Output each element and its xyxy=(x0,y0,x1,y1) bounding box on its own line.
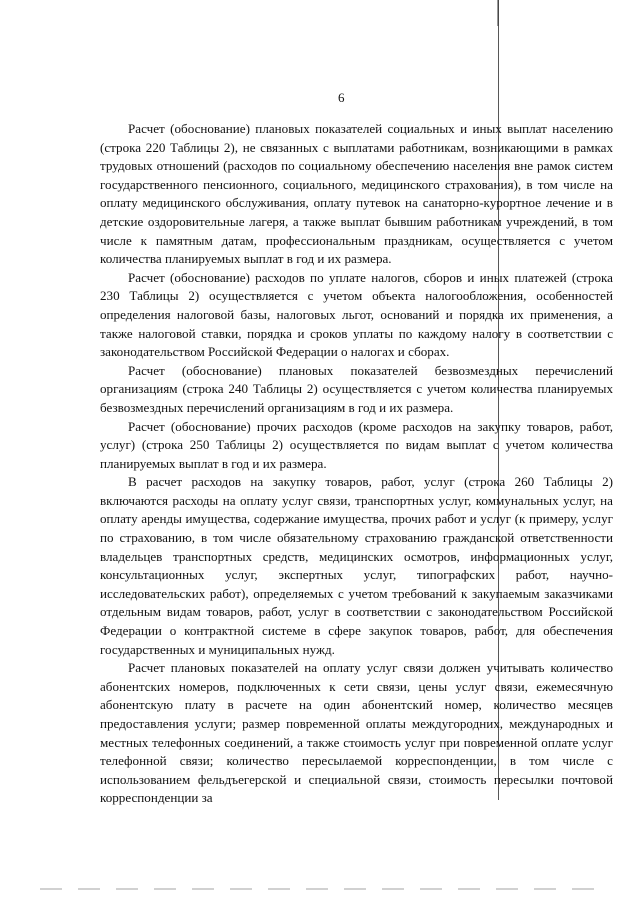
scan-bottom-edge xyxy=(40,888,600,890)
document-body xyxy=(100,120,613,808)
page-number: 6 xyxy=(338,90,345,105)
paragraph-social-payments: Расчет (обоснование) плановых показателей социальных и иных выплат населению (строка 220 Таблицы 2), не связанных с выплатами работникам, возникающими в рамках трудовых отношений (расходов по социальному обеспечению населения вне рамок систем государственного пенсионного, социального, медицинского страхования), в том числе на оплату медицинского обслуживания, оплату путевок на санаторно-курортное лечение и в детские оздоровительные лагеря, а также выплат бывшим работникам учреждений, в том числе к памятным датам, профессиональным праздникам, осуществляется с учетом количества планируемых выплат в год и их размера. xyxy=(100,121,613,267)
paragraph-communication-services: Расчет плановых показателей на оплату услуг связи должен учитывать количество абонентских номеров, подключенных к сети связи, цены услуг связи, ежемесячную абонентскую плату в расчете на один абонентский номер, количество месяцев предоставления услуги; размер повременной оплаты междугородних, международных и местных телефонных соединений, а также стоимость услуг при повременной оплате услуг телефонной связи; количество пересылаемой корреспонденции, в том числе с использованием фельдъегерской и специальной связи, стоимость пересылки почтовой корреспонденции за xyxy=(100,660,613,806)
paragraph-gratuitous-transfers: Расчет (обоснование) плановых показателей безвозмездных перечислений организациям (строка 240 Таблицы 2) осуществляется с учетом количества планируемых безвозмездных перечислений организациям в год и их размера. xyxy=(100,362,613,415)
paragraph-other-expenses: Расчет (обоснование) прочих расходов (кроме расходов на закупку товаров, работ, услуг) (строка 250 Таблицы 2) осуществляется по видам выплат с учетом количества планируемых выплат в год и их размера. xyxy=(100,418,613,471)
paragraph-taxes: Расчет (обоснование) расходов по уплате налогов, сборов и иных платежей (строка 230 Таблицы 2) осуществляется с учетом объекта налогообложения, особенностей определения налоговой базы, налоговых льгот, оснований и порядка их применения, а также налоговой ставки, порядка и сроков уплаты по каждому налогу в соответствии с законодательством Российской Федерации о налогах и сборах. xyxy=(100,269,613,360)
paragraph-procurement: В расчет расходов на закупку товаров, работ, услуг (строка 260 Таблицы 2) включаются расходы на оплату услуг связи, транспортных услуг, коммунальных услуг, на оплату аренды имущества, содержание имущества, прочих работ и услуг (к примеру, услуг по страхованию, в том числе обязательному страхованию гражданской ответственности владельцев транспортных средств, медицинских осмотров, информационных услуг, консультационных услуг, экспертных услуг, типографских работ, научно-исследовательских работ), определяемых с учетом требований к закупаемым заказчиками отдельным видам товаров, работ, услуг в соответствии с законодательством Российской Федерации о контрактной системе в сфере закупок товаров, работ, для обеспечения государственных и муниципальных нужд. xyxy=(100,474,613,657)
